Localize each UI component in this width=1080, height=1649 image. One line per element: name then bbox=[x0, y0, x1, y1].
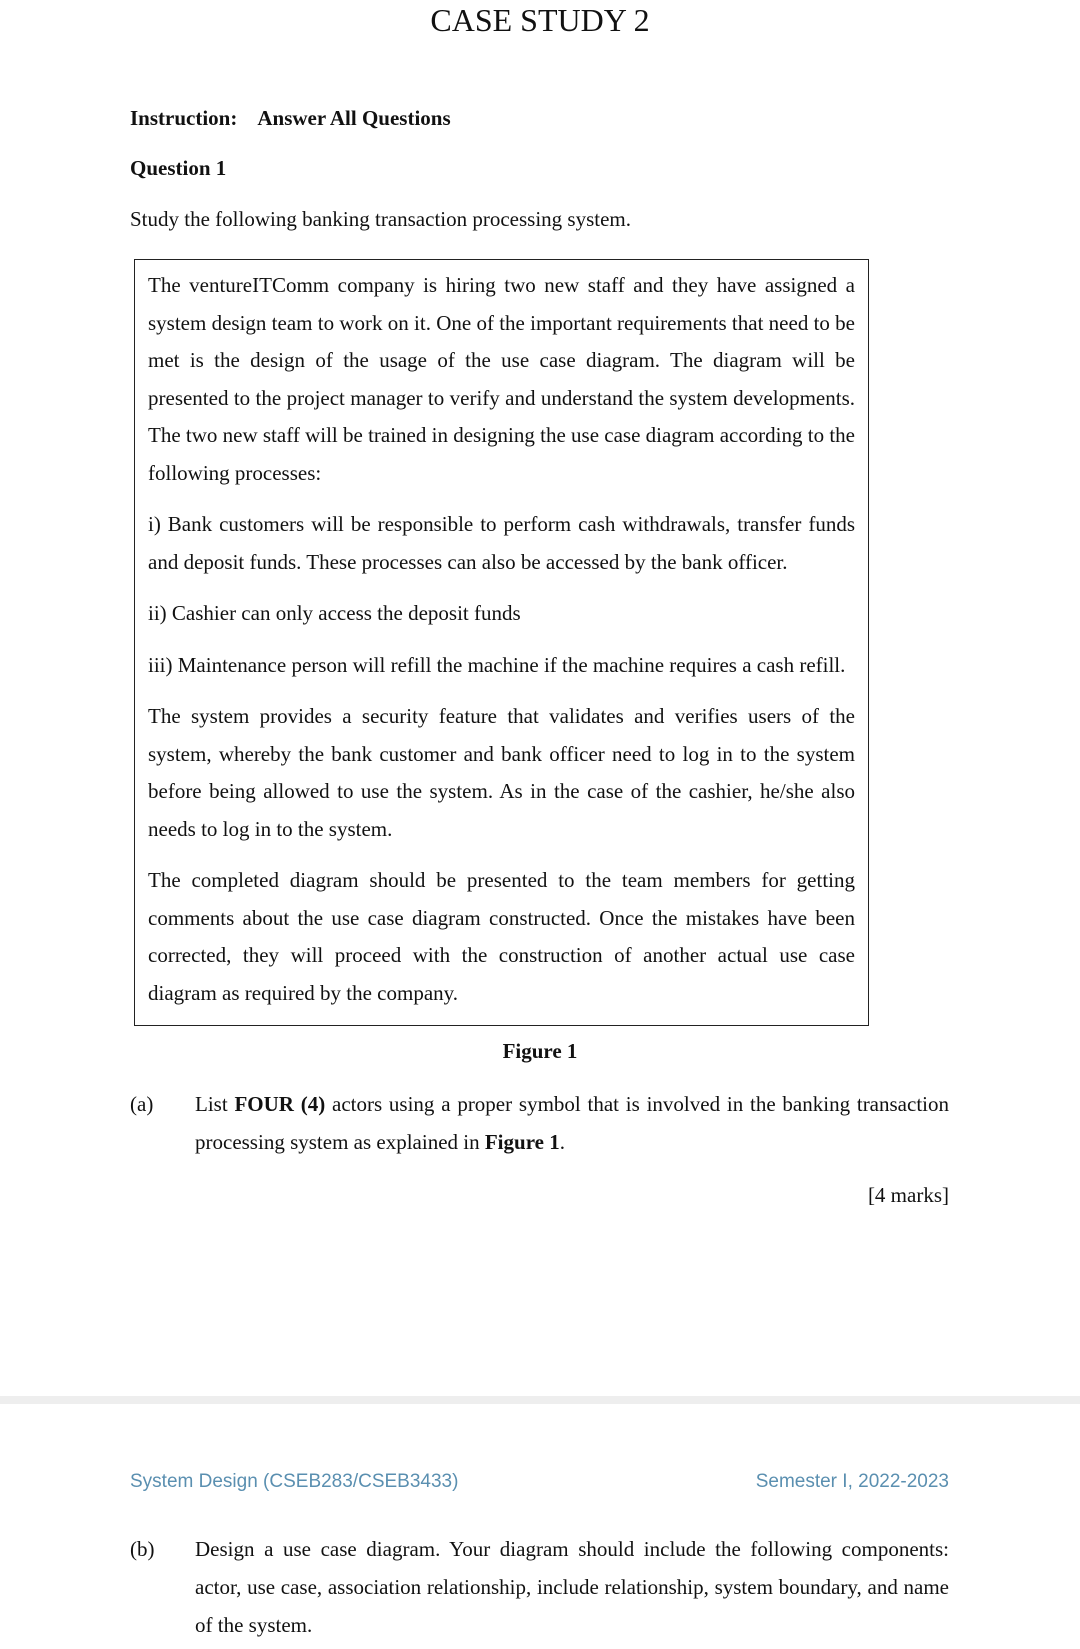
footer-semester: Semester I, 2022-2023 bbox=[755, 1471, 949, 1492]
question-a-label: (a) bbox=[130, 1092, 154, 1116]
question-a-figure-ref: Figure 1 bbox=[484, 1130, 560, 1154]
question-b-label: (b) bbox=[130, 1537, 155, 1561]
question-a-marks: [4 marks] bbox=[867, 1183, 949, 1207]
question-a-text-part: List bbox=[195, 1092, 235, 1116]
intro-text: Study the following banking transaction processing system. bbox=[130, 207, 632, 231]
footer-course: System Design (CSEB283/CSEB3433) bbox=[130, 1471, 459, 1492]
instruction-label: Instruction: bbox=[130, 106, 238, 130]
page-title: CASE STUDY 2 bbox=[430, 2, 650, 38]
case-process-2: ii) Cashier can only access the deposit funds bbox=[148, 601, 521, 625]
page-separator bbox=[0, 1396, 1080, 1404]
question-a-text bbox=[195, 1085, 949, 1161]
case-process-3: iii) Maintenance person will refill the machine if the machine requires a cash refill. bbox=[148, 652, 846, 677]
question-a-text-part: . bbox=[559, 1130, 565, 1154]
question-b-text: Design a use case diagram. Your diagram should include the following components: actor, use case, association relationship, include relationship, system boundary, and name of the system. bbox=[195, 1537, 949, 1637]
question-a-text-part: actors using a proper symbol that is involved in the banking transaction processing system as explained in bbox=[195, 1092, 949, 1154]
case-paragraph-1: The ventureITComm company is hiring two new staff and they have assigned a system design team to work on it. One of the important requirements that need to be met is the design of the usage of the use case diagram. The diagram will be presented to the project manager to verify and understand the system developments. The two new staff will be trained in designing the use case diagram according to the following processes: bbox=[148, 273, 855, 485]
case-description-box bbox=[134, 259, 869, 1026]
instruction-text: Answer All Questions bbox=[257, 106, 451, 130]
case-process-1: i) Bank customers will be responsible to perform cash withdrawals, transfer funds and deposit funds. These processes can also be accessed by the bank officer. bbox=[148, 512, 855, 574]
figure-caption: Figure 1 bbox=[502, 1039, 578, 1063]
instruction-line bbox=[130, 103, 451, 133]
case-paragraph-security: The system provides a security feature that validates and verifies users of the system, whereby the bank customer and bank officer need to log in to the system before being allowed to use the system. As in the case of the cashier, he/she also needs to log in to the system. bbox=[148, 704, 855, 841]
question-heading: Question 1 bbox=[130, 156, 227, 180]
question-a-emphasis: FOUR (4) bbox=[234, 1092, 326, 1116]
case-paragraph-review: The completed diagram should be presented to the team members for getting comments about the use case diagram constructed. Once the mistakes have been corrected, they will proceed with the construction of another actual use case diagram as required by the company. bbox=[148, 868, 855, 1005]
